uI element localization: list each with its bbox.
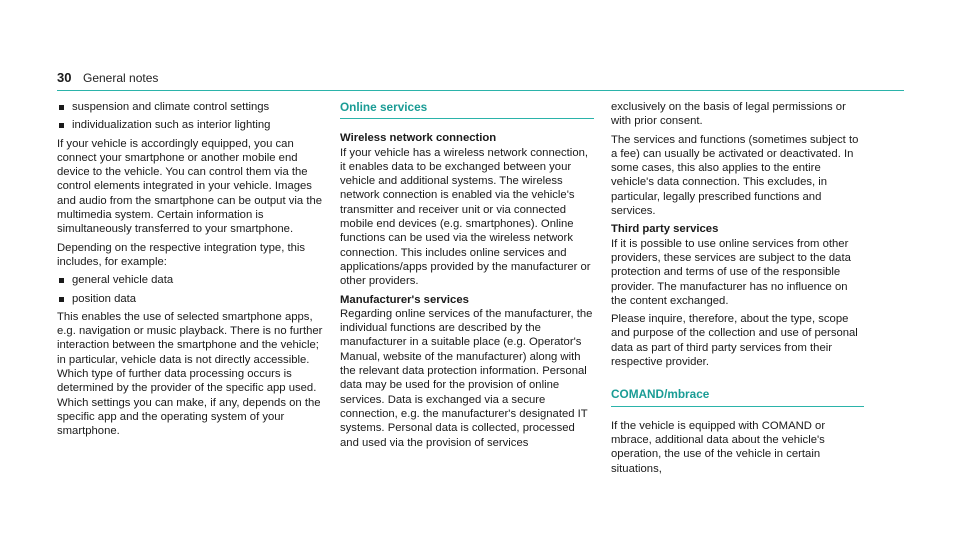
paragraph: The services and functions (sometimes subject to a fee) can usually be activated or deactivated. In some cases, this also applies to the entire vehicle's data connection. This excludes, in particular, legally prescribed functions and services. [611,133,859,218]
list-item: position data [57,292,323,306]
list-item: general vehicle data [57,273,323,287]
paragraph: Please inquire, therefore, about the type, scope and purpose of the collection and use of personal data as part of third party services from their respective provider. [611,313,858,369]
paragraph: Depending on the respective integration type, this includes, for example: [57,241,306,268]
column-middle [340,100,594,454]
paragraph: If your vehicle is accordingly equipped, you can connect your smartphone or another mobile end device to the vehicle. You can control them via the control elements integrated in your vehicle. Images and audio from the smartphone can be output via the multimedia system. Certain information is simultaneously transferred to your smartphone. [57,137,323,236]
section-rule [340,118,594,119]
section-title-comand: COMAND/mbrace [611,387,710,402]
header-rule [57,90,904,91]
subheading-wireless: Wireless network connection [340,132,497,145]
section-rule [611,406,864,407]
list-item: suspension and climate control settings [57,100,323,114]
subheading-manufacturer-services: Manufacturer's services [340,293,469,306]
paragraph: If your vehicle has a wireless network connection, it enables data to be exchanged between your vehicle and additional systems. The wireless network connection is enabled via the vehicle's transmitter and receiver unit or via connected mobile end devices (e.g. smartphones). Online functions can be used via the wireless network connection. This includes online services and applications/apps provided by the manufacturer or other providers. [340,146,591,288]
page-title: General notes [83,71,159,85]
subheading-third-party: Third party services [611,223,719,236]
bullet-list-mid [57,273,323,306]
column-right [611,100,864,480]
paragraph: This enables the use of selected smartphone apps, e.g. navigation or music playback. There is no further interaction between the smartphone and the vehicle; in particular, vehicle data is not directly accessible. Which type of further data processing occurs is determined by the provider of the specific app used. Which settings you can make, if any, depends on the specific app and the operating system of your smartphone. [57,310,323,438]
section-title-online-services: Online services [340,100,428,114]
page-header [57,70,904,86]
page-number: 30 [57,70,72,85]
paragraph: If it is possible to use online services from other providers, these services are subject to the data protection and terms of use of the responsible provider. The manufacturer has no influence on the content exchanged. [611,237,851,307]
paragraph: exclusively on the basis of legal permissions or with prior consent. [611,101,846,128]
column-left [57,100,323,443]
bullet-list-top [57,100,323,133]
paragraph: If the vehicle is equipped with COMAND or mbrace, additional data about the vehicle's operation, the use of the vehicle in certain situations, [611,419,826,475]
list-item: individualization such as interior lighting [57,118,323,132]
paragraph: Regarding online services of the manufacturer, the individual functions are described by the manufacturer in a suitable place (e.g. Operator's Manual, website of the manufacturer) along with the relevant data protection information. Personal data may be used for the provision of online services. Data is exchanged via a secure connection, e.g. the manufacturer's designated IT systems. Personal data is collected, processed and used via the provision of services [340,307,593,449]
